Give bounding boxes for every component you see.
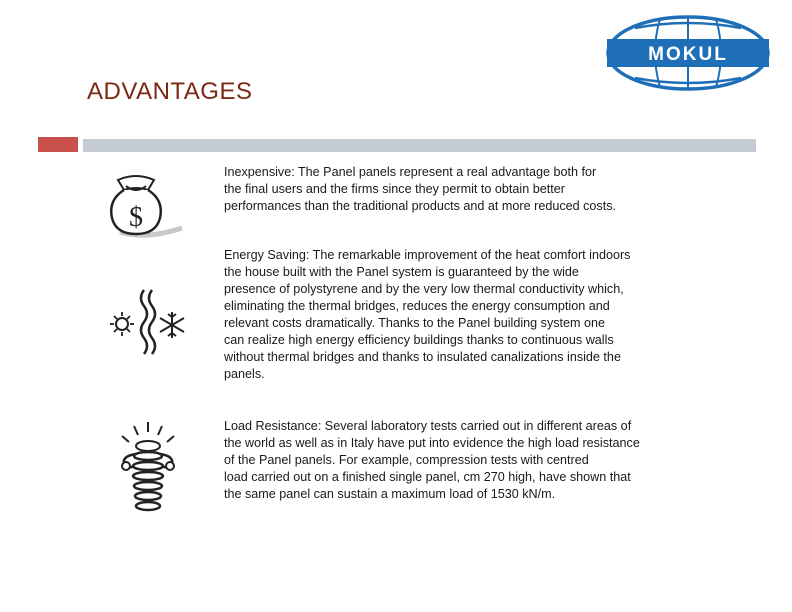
text-line: Inexpensive: The Panel panels represent a real advantage both for: [224, 165, 597, 179]
text-line: of the Panel panels. For example, compression tests with centred: [224, 453, 589, 467]
text-line: the house built with the Panel system is guaranteed by the wide: [224, 265, 579, 279]
header-rule: [83, 139, 756, 152]
energy-saving-paragraph: [224, 247, 630, 383]
accent-bar: [38, 137, 78, 152]
svg-text:$: $: [129, 202, 143, 233]
text-line: load carried out on a finished single panel, cm 270 high, have shown that: [224, 470, 631, 484]
logo-text: MOKUL: [648, 44, 728, 65]
page-title: ADVANTAGES: [87, 78, 253, 105]
sun-wall-snowflake-icon: [106, 286, 190, 358]
text-line: Load Resistance: Several laboratory tests carried out in different areas of: [224, 419, 632, 433]
text-line: panels.: [224, 367, 265, 381]
text-line: presence of polystyrene and by the very low thermal conductivity which,: [224, 282, 624, 296]
strong-spring-icon: [114, 418, 194, 518]
text-line: eliminating the thermal bridges, reduces the energy consumption and: [224, 299, 610, 313]
text-line: the same panel can sustain a maximum load of 1530 kN/m.: [224, 487, 556, 501]
inexpensive-paragraph: [224, 164, 616, 215]
load-resistance-paragraph: [224, 418, 640, 503]
text-line: performances than the traditional products and at more reduced costs.: [224, 199, 617, 213]
text-line: the final users and the firms since they permit to obtain better: [224, 182, 565, 196]
text-line: Energy Saving: The remarkable improvement of the heat comfort indoors: [224, 248, 631, 262]
text-line: the world as well as in Italy have put into evidence the high load resistance: [224, 436, 640, 450]
text-line: without thermal bridges and thanks to insulated canalizations inside the: [224, 350, 621, 364]
mokul-logo: [605, 14, 771, 92]
money-bag-icon: [106, 170, 184, 240]
text-line: relevant costs dramatically. Thanks to the Panel building system one: [224, 316, 606, 330]
text-line: can realize high energy efficiency buildings thanks to continuous walls: [224, 333, 614, 347]
